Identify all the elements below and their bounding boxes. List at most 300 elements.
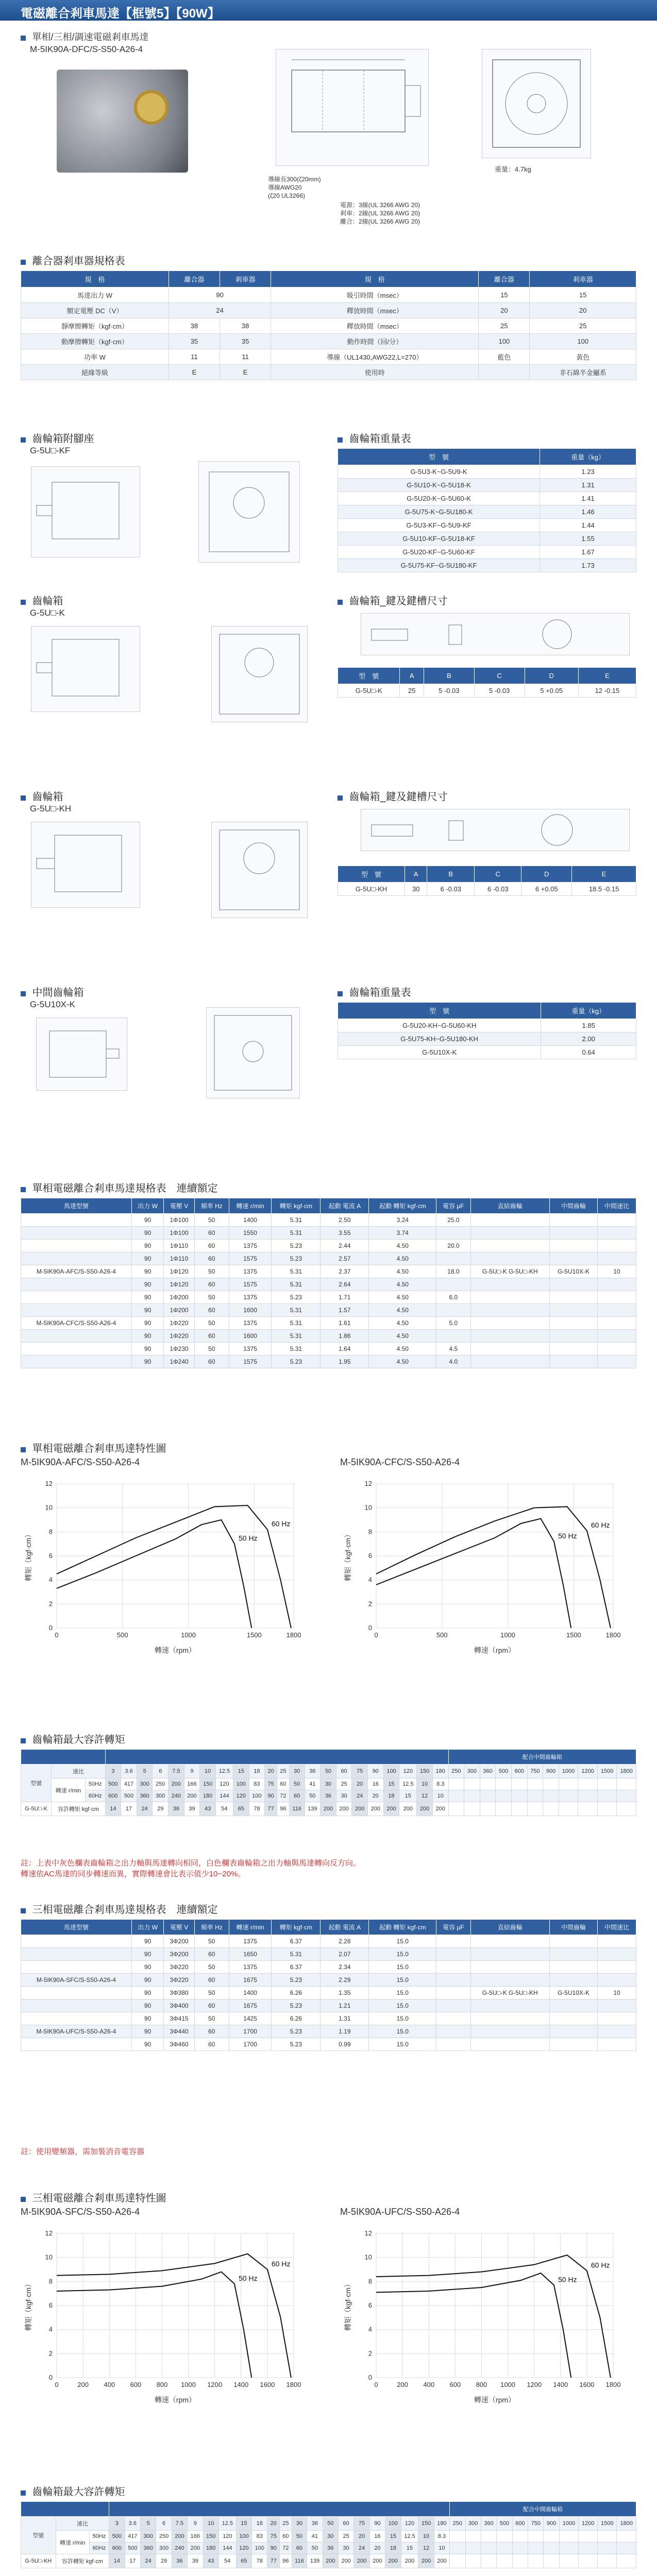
table-cell: 90 <box>131 2025 164 2038</box>
table-header: 頻率 Hz <box>194 1920 229 1935</box>
table-row <box>21 334 636 349</box>
table-cell: 2.44 <box>321 1240 369 1252</box>
table-cell: 3Φ460 <box>164 2038 194 2051</box>
table-cell: 90 <box>131 1999 164 2012</box>
table-cell: 50 <box>194 1265 229 1278</box>
table-cell: 20 <box>530 303 636 318</box>
table-cell: 139 <box>307 2554 323 2568</box>
table-cell: 24 <box>169 303 271 318</box>
table-header: 馬達型號 <box>21 1198 132 1214</box>
group-header: 配合中間齒輪箱 <box>450 2502 636 2517</box>
motor-drawing-front <box>482 49 591 158</box>
table-cell <box>598 1227 636 1240</box>
table-cell: 120 <box>218 2531 236 2543</box>
table-cell: 15 <box>399 1790 417 1802</box>
table-cell: 4.50 <box>369 1240 436 1252</box>
table-cell: 15.0 <box>369 1948 436 1961</box>
table-cell: 16 <box>369 2531 385 2543</box>
table-row <box>21 2025 636 2038</box>
table-cell <box>579 2554 598 2568</box>
row-label: G-5U□-KH <box>21 2554 56 2568</box>
table-cell: 300 <box>153 1790 169 1802</box>
table-cell: 360 <box>140 2543 156 2554</box>
table-cell: 1.71 <box>321 1291 369 1304</box>
table-row <box>338 519 636 532</box>
table-cell: 5.31 <box>272 1948 321 1961</box>
table-cell: 1550 <box>229 1227 272 1240</box>
table-cell: 39 <box>188 2554 203 2568</box>
table-cell <box>579 2543 598 2554</box>
motor-drawing-side <box>276 49 429 166</box>
bullet-icon <box>21 600 26 605</box>
table-cell: 導線（UL1430,AWG22,L=270） <box>271 349 479 365</box>
table-cell: 3Φ415 <box>164 2012 194 2025</box>
table-cell: 100 <box>383 1765 399 1778</box>
table-cell: 36 <box>305 1765 321 1778</box>
table-header: 中間齒輪 <box>549 1198 597 1214</box>
table-cell: 60 <box>292 2543 307 2554</box>
table-cell <box>549 1948 597 1961</box>
lead-notes: 導線長300(ζ20mm) 導線AWG20 (ζ20 UL3266) <box>268 176 321 199</box>
table-cell: 200 <box>172 2531 187 2543</box>
table-cell <box>617 2531 636 2543</box>
x-tick-label: 0 <box>55 2381 59 2388</box>
torque1-table <box>21 1749 636 1816</box>
table-cell: 50 <box>194 1961 229 1974</box>
table-cell: 3.6 <box>121 1765 137 1778</box>
table-cell: 54 <box>215 1802 233 1816</box>
table-cell: 90 <box>131 1265 164 1278</box>
table-cell: 1575 <box>229 1278 272 1291</box>
table-cell <box>598 1355 636 1368</box>
table-cell: 200 <box>418 2554 434 2568</box>
table-cell: 50 <box>289 1778 305 1790</box>
table-cell: 1600 <box>229 1304 272 1317</box>
table-cell: 36 <box>323 2543 338 2554</box>
table-row <box>21 2012 636 2025</box>
table-cell: 300 <box>156 2543 172 2554</box>
table-cell: 4.50 <box>369 1355 436 1368</box>
table-cell <box>578 1790 597 1802</box>
table-cell: 5.31 <box>272 1278 321 1291</box>
table-cell <box>549 1240 597 1252</box>
bullet-icon <box>21 991 26 996</box>
row-label: 速比 <box>56 2517 109 2531</box>
x-tick-label: 1600 <box>579 2381 595 2388</box>
torque1-title: 齒輪箱最大容許轉矩 <box>21 1731 125 1746</box>
table-cell: 75 <box>265 1778 277 1790</box>
table-cell <box>21 1999 132 2012</box>
table-cell: 12.5 <box>399 1778 417 1790</box>
bullet-icon <box>338 437 343 443</box>
table-cell: 100 <box>385 2517 401 2531</box>
table-cell: 100 <box>233 1778 249 1790</box>
table-cell: 1.95 <box>321 1355 369 1368</box>
table-cell: 200 <box>434 2554 449 2568</box>
table-cell <box>470 1330 549 1343</box>
table-header: 起動 電流 A <box>321 1920 369 1935</box>
y-tick-label: 4 <box>48 1575 53 1584</box>
table-cell: 200 <box>321 1802 336 1816</box>
table-cell: 60 <box>194 1252 229 1265</box>
table-cell <box>436 1987 470 1999</box>
table-cell: 5.31 <box>272 1330 321 1343</box>
table-cell: 5.23 <box>272 1999 321 2012</box>
table-cell <box>549 1317 597 1330</box>
table-row <box>21 349 636 365</box>
table-cell: 5.31 <box>272 1227 321 1240</box>
page-title: 電磁離合剎車馬達【框號5】【90W】 <box>21 7 220 21</box>
table-row <box>338 532 636 546</box>
y-tick-label: 12 <box>45 2229 53 2237</box>
table-header: 頻率 Hz <box>194 1198 229 1214</box>
table-cell: 功率 W <box>21 349 169 365</box>
table-cell: 1600 <box>229 1330 272 1343</box>
table-cell <box>470 1291 549 1304</box>
table-cell: 1Φ120 <box>164 1278 194 1291</box>
series-label: 50 Hz <box>558 1532 577 1540</box>
table-cell <box>617 2543 636 2554</box>
table-cell: 1650 <box>229 1948 272 1961</box>
table-cell: 7.5 <box>172 2517 187 2531</box>
chart3-model: M-5IK90A-SFC/S-S50-A26-4 <box>21 2207 140 2217</box>
table-cell: 60 <box>194 1948 229 1961</box>
row-label: 50Hz <box>89 2531 109 2543</box>
table-cell: 5.23 <box>272 2038 321 2051</box>
table-cell <box>436 2025 470 2038</box>
table-cell: 1.61 <box>321 1317 369 1330</box>
table-cell: 250 <box>153 1778 169 1790</box>
table-header: 直結齒輪 <box>470 1198 549 1214</box>
table-cell: 50 <box>305 1790 321 1802</box>
table-cell: 90 <box>131 2038 164 2051</box>
table-cell <box>544 2531 559 2543</box>
table-cell: 1575 <box>229 1355 272 1368</box>
table-cell <box>598 1330 636 1343</box>
table-header: 中間速比 <box>598 1198 636 1214</box>
y-tick-label: 0 <box>368 2374 372 2381</box>
table-cell: 4.0 <box>436 1355 470 1368</box>
table-cell <box>598 1278 636 1291</box>
table-cell: 180 <box>432 1765 448 1778</box>
table-cell: 1Φ200 <box>164 1304 194 1317</box>
table-cell <box>527 1790 543 1802</box>
table-cell <box>549 1214 597 1227</box>
table-cell: 75 <box>267 2531 280 2543</box>
table-cell: G-5U10-KF~G-5U18-KF <box>338 532 540 546</box>
table-row <box>21 287 636 303</box>
table-cell: 77 <box>265 1802 277 1816</box>
table-cell: 30 <box>338 2543 353 2554</box>
table-cell <box>436 2012 470 2025</box>
table-cell <box>543 1778 559 1790</box>
table-cell <box>617 2554 636 2568</box>
x-tick-label: 0 <box>374 1631 378 1639</box>
table-row <box>21 2554 636 2568</box>
table-cell: 15 <box>385 2531 401 2543</box>
table-cell: 1.31 <box>540 479 636 492</box>
table-cell: 1675 <box>229 1999 272 2012</box>
table-cell <box>21 1935 132 1948</box>
table-cell: 5.31 <box>272 1304 321 1317</box>
table-cell: 78 <box>252 2554 267 2568</box>
row-label: 轉速 r/min <box>56 2531 89 2554</box>
x-tick-label: 500 <box>436 1631 448 1639</box>
table-cell: 30 <box>323 2531 338 2543</box>
table-cell <box>450 2543 465 2554</box>
table-cell <box>598 1291 636 1304</box>
table-cell: 1Φ110 <box>164 1240 194 1252</box>
table-cell: 0.99 <box>321 2038 369 2051</box>
table-cell: 使用時 <box>271 365 479 380</box>
y-tick-label: 6 <box>48 2301 53 2309</box>
table-cell: 1425 <box>229 2012 272 2025</box>
bullet-icon <box>338 991 343 996</box>
gearbox2-model: G-5U□-K <box>30 608 65 618</box>
table-cell: 20 <box>479 303 530 318</box>
table-cell: 16 <box>368 1778 384 1790</box>
table-cell: 90 <box>131 1987 164 1999</box>
table-cell <box>470 1278 549 1291</box>
table-cell: 90 <box>131 1355 164 1368</box>
table-cell: 18 <box>383 1790 399 1802</box>
table-cell: 10 <box>203 2517 218 2531</box>
table-cell: 300 <box>464 1765 480 1778</box>
table-cell: 1.41 <box>540 492 636 505</box>
x-tick-label: 800 <box>476 2381 487 2388</box>
table-cell <box>512 1790 528 1802</box>
table-cell <box>21 1252 132 1265</box>
table-cell: 10 <box>434 2543 449 2554</box>
table-cell: 166 <box>184 1778 200 1790</box>
y-tick-label: 8 <box>48 2277 53 2285</box>
table-cell: 4.5 <box>436 1343 470 1355</box>
table-cell: 25 <box>338 2531 353 2543</box>
gearbox1-title: 齒輪箱附腳座 <box>21 430 94 445</box>
table-cell: 100 <box>479 334 530 349</box>
bullet-icon <box>21 2197 26 2202</box>
table-cell <box>470 1240 549 1252</box>
x-tick-label: 1500 <box>566 1631 581 1639</box>
table-cell <box>598 2543 617 2554</box>
table-header: 轉矩 kgf·cm <box>272 1920 321 1935</box>
key1-table: 型 號 A B C D E G-5U□-K 25 5 -0.03 5 -0.03 5 +0.05 12 -0.15 <box>338 667 636 698</box>
table-cell <box>549 1304 597 1317</box>
table-cell: 300 <box>137 1778 153 1790</box>
table-cell: 1700 <box>229 2038 272 2051</box>
table-cell: 1.35 <box>321 1987 369 1999</box>
table-cell <box>549 1343 597 1355</box>
table-cell: 50 <box>194 1343 229 1355</box>
table-cell: 60 <box>194 1330 229 1343</box>
table-cell: 60 <box>338 2517 353 2531</box>
table-cell: 29 <box>153 1802 169 1816</box>
three-spec-title: 三相電磁離合剎車馬達規格表 連續額定 <box>21 1901 217 1916</box>
table-row <box>338 479 636 492</box>
table-header: 轉矩 kgf·cm <box>272 1198 321 1214</box>
table-cell: 90 <box>131 1278 164 1291</box>
y-tick-label: 12 <box>364 1480 372 1487</box>
table-header: 起動 電流 A <box>321 1198 369 1214</box>
table-cell <box>470 1935 549 1948</box>
table-cell: 50 <box>323 2517 338 2531</box>
table-cell <box>21 1987 132 1999</box>
table-cell: 200 <box>369 2554 385 2568</box>
table-cell: 1200 <box>578 1765 597 1778</box>
table-cell: 1.46 <box>540 505 636 519</box>
table-cell: 黃色 <box>530 349 636 365</box>
table-cell <box>598 1961 636 1974</box>
table-cell <box>436 1999 470 2012</box>
table-cell: 39 <box>184 1802 200 1816</box>
table-cell: 1.55 <box>540 532 636 546</box>
y-tick-label: 2 <box>368 2349 372 2358</box>
x-tick-label: 800 <box>156 2381 168 2388</box>
table-cell: G-5U□-K G-5U□-KH <box>470 1265 549 1278</box>
table-cell: 500 <box>496 1765 512 1778</box>
mid-gear-model: G-5U10X-K <box>30 999 75 1009</box>
table-cell: 1.44 <box>540 519 636 532</box>
table-cell: 1.73 <box>540 559 636 572</box>
y-tick-label: 2 <box>368 1600 372 1608</box>
y-tick-label: 8 <box>368 2277 372 2285</box>
table-cell: 3Φ380 <box>164 1987 194 1999</box>
y-tick-label: 6 <box>368 2301 372 2309</box>
y-tick-label: 10 <box>45 2253 53 2261</box>
table-cell <box>578 1802 597 1816</box>
table-cell <box>470 1974 549 1987</box>
table-cell <box>598 1974 636 1987</box>
table-row <box>21 1278 636 1291</box>
table-cell <box>481 2543 496 2554</box>
table-cell <box>436 1974 470 1987</box>
table-row <box>21 1790 636 1802</box>
bullet-icon <box>21 2490 26 2496</box>
row-label: G-5U□-K <box>21 1802 52 1816</box>
table-cell: 120 <box>399 1765 417 1778</box>
table-cell: 60 <box>194 1227 229 1240</box>
table-cell: 5.0 <box>436 1317 470 1330</box>
table-cell: 12 <box>418 2543 434 2554</box>
table-cell: 417 <box>121 1778 137 1790</box>
table-cell <box>481 2531 496 2543</box>
table-cell: 1800 <box>617 1765 636 1778</box>
table-cell: 200 <box>169 1778 184 1790</box>
x-tick-label: 600 <box>449 2381 461 2388</box>
table-cell <box>497 2554 512 2568</box>
table-cell: 600 <box>512 1765 528 1778</box>
bullet-icon <box>21 260 26 265</box>
table-cell: 90 <box>131 1291 164 1304</box>
table-cell: 65 <box>236 2554 251 2568</box>
table-cell: 20 <box>267 2517 280 2531</box>
table-cell: 60 <box>194 2025 229 2038</box>
y-tick-label: 6 <box>48 1552 53 1560</box>
table-cell: 15 <box>530 287 636 303</box>
table-cell <box>598 1935 636 1948</box>
torque2-table <box>21 2501 636 2568</box>
x-tick-label: 200 <box>397 2381 408 2388</box>
table-row <box>21 1961 636 1974</box>
chart-three-ufc <box>340 2223 629 2409</box>
table-cell: 25 <box>336 1778 352 1790</box>
x-tick-label: 1800 <box>286 2381 301 2388</box>
table-cell: 90 <box>131 1317 164 1330</box>
table-cell: 90 <box>368 1765 384 1778</box>
key1-drawing <box>361 613 630 655</box>
table-cell: 750 <box>528 2517 544 2531</box>
table-cell: 360 <box>481 2517 496 2531</box>
bullet-icon <box>21 437 26 443</box>
table-cell: 18 <box>385 2543 401 2554</box>
table-cell: 15.0 <box>369 1961 436 1974</box>
table-row <box>21 1750 636 1765</box>
bullet-icon <box>21 1447 26 1452</box>
table-cell: 17 <box>125 2554 140 2568</box>
table-cell: 1375 <box>229 1265 272 1278</box>
table-cell <box>450 2531 465 2543</box>
table-cell: 1375 <box>229 1343 272 1355</box>
table-cell <box>598 1948 636 1961</box>
table-header: 中間齒輪 <box>549 1920 597 1935</box>
table-cell: 600 <box>109 2543 125 2554</box>
table-header <box>105 1750 448 1765</box>
table-cell: 77 <box>267 2554 280 2568</box>
table-cell: 900 <box>544 2517 559 2531</box>
table-cell: 18.0 <box>436 1265 470 1278</box>
gearbox1-front-drawing <box>198 461 300 563</box>
table-cell: 90 <box>369 2517 385 2531</box>
torque1-note: 註：上表中灰色欄表齒輪箱之出力軸與馬達轉向相同，白色欄表齒輪箱之出力軸與馬達轉向反方向。 轉速依AC馬達的同步轉速而異，實際轉速會比表示值少10~20%。 <box>21 1859 361 1878</box>
table-cell <box>448 1802 464 1816</box>
table-cell: 3Φ440 <box>164 2025 194 2038</box>
product-type: 單相/三相/調速電磁剎車馬達 <box>21 30 148 43</box>
table-cell: 靜摩擦轉矩（kgf·cm） <box>21 318 169 334</box>
table-header: 轉速 r/min <box>229 1920 272 1935</box>
table-row <box>21 1802 636 1816</box>
table-cell: 29 <box>156 2554 172 2568</box>
table-cell <box>543 1802 559 1816</box>
table-cell: 500 <box>121 1790 137 1802</box>
table-cell: 60 <box>289 1790 305 1802</box>
table-cell <box>21 1240 132 1252</box>
table-header: 直結齒輪 <box>470 1920 549 1935</box>
table-cell: 3Φ220 <box>164 1961 194 1974</box>
x-tick-label: 1000 <box>500 2381 516 2388</box>
table-cell <box>528 2543 544 2554</box>
table-cell: 200 <box>323 2554 338 2568</box>
table-cell <box>598 1317 636 1330</box>
table-cell: 15.0 <box>369 1987 436 1999</box>
table-row <box>21 1240 636 1252</box>
table-cell: 1375 <box>229 1935 272 1948</box>
table-cell: 4.50 <box>369 1343 436 1355</box>
table-cell <box>544 2554 559 2568</box>
table-cell: 9 <box>188 2517 203 2531</box>
table-cell <box>21 1961 132 1974</box>
table-cell: 200 <box>385 2554 401 2568</box>
table-cell: 4.50 <box>369 1278 436 1291</box>
table-cell: 藍色 <box>479 349 530 365</box>
table-header: 電容 μF <box>436 1198 470 1214</box>
table-cell: 1000 <box>559 1765 578 1778</box>
x-axis-label: 轉速（rpm） <box>474 1646 516 1654</box>
table-cell: 1Φ230 <box>164 1343 194 1355</box>
table-row <box>21 1948 636 1961</box>
table-cell <box>21 2038 132 2051</box>
key2-drawing <box>361 809 630 851</box>
table-cell: 1.19 <box>321 2025 369 2038</box>
